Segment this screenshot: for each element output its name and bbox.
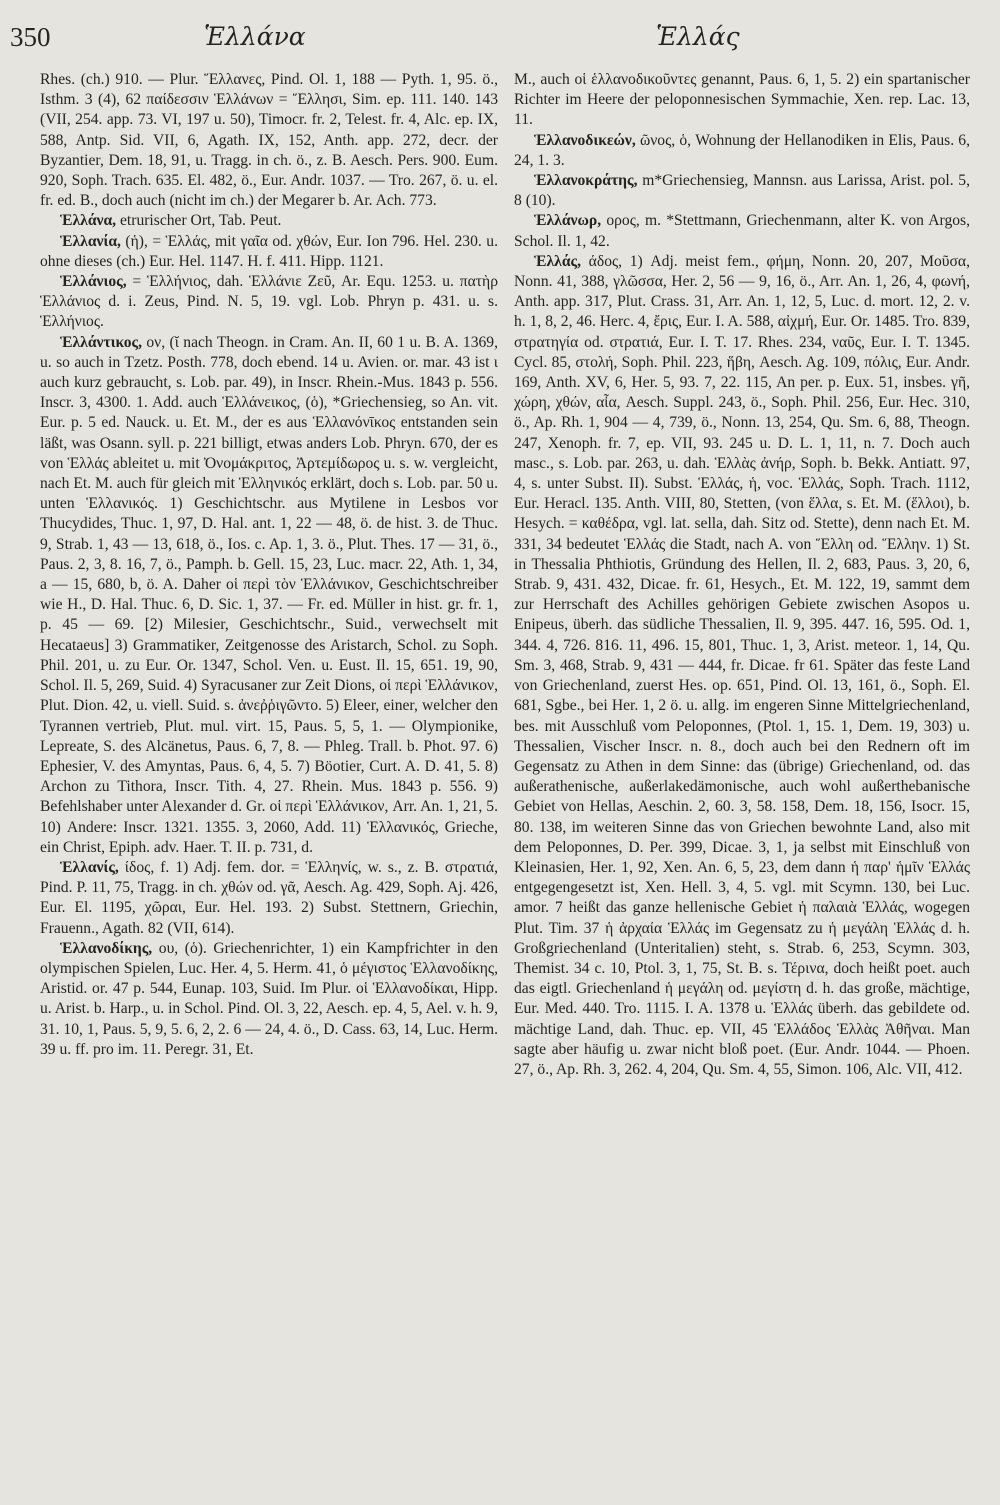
entry-ellanodikes xyxy=(40,939,498,1060)
entry-ellanios xyxy=(40,272,498,333)
entry-text: ῶνος, ὁ, Wohnung der Hellanodiken in Elis, Paus. 6, 24, 1. 3. xyxy=(514,131,970,169)
entry-text: Rhes. (ch.) 910. — Plur. Ἕλλανες, Pind. Ol. 1, 188 — Pyth. 1, 95. ö., Isthm. 3 (4), 62 παίδεσσιν Ἑλλάνων = Ἕλλησι, Sim. ep. 111. 140. 143 (VII, 254. app. 73. VI, 197 u. 50), Timocr. fr. 2, Telest. fr. 4, Alc. ep. IX, 588, Antp. Sid. VII, 6, Agath. IX, 152, Anth. app. 272, decr. der Byzantier, Dem. 18, 91, u. Tragg. in ch. ö., z. B. Aesch. Pers. 900. Eum. 920, Soph. Trach. 635. El. 482, ö., Eur. Andr. 1037. — Tro. 267, ö. u. el. fr. ed. B., doch auch (nicht im ch.) der Megarer b. Ar. Ach. 773. xyxy=(40,71,498,210)
entry-ellania xyxy=(40,232,498,272)
entry-lemma: Ἑλλάς, xyxy=(534,252,581,270)
entry-continuation xyxy=(40,70,498,211)
entry-text: = Ἑλλήνιος, dah. Ἑλλάνιε Ζεῦ, Ar. Equ. 1253. u. πατὴρ Ἑλλάνιος d. i. Zeus, Pind. N. 5, 19. vgl. Lob. Phryn p. 431. u. s. Ἑλλήνιος. xyxy=(40,273,498,331)
entry-lemma: Ἑλλάνωρ, xyxy=(534,212,602,230)
entry-ellas xyxy=(514,252,970,1080)
entry-lemma: Ἑλλανοκράτης, xyxy=(534,172,638,190)
entry-lemma: Ἑλλάνα, xyxy=(60,212,117,230)
entry-text: άδος, 1) Adj. meist fem., φήμη, Nonn. 20, 207, Μοῦσα, Nonn. 41, 388, γλῶσσα, Her. 2, 56 — 9, 16, ö., Arr. An. 1, 26, 4, φωνή, Anth. app. 317, Plut. Crass. 31, Arr. An. 1, 12, 5, Luc. d. mort. 12, 2. v. h. 1, 8, 2, 46. Herc. 4, ἔρις, Eur. I. A. 588, αἰχμή, Eur. Or. 1485. Tro. 839, στρατηγία od. στρατιά, Eur. I. T. 17. Rhes. 234, ναῦς, Eur. I. T. 1345. Cycl. 85, στολή, Soph. Phil. 223, ἥβη, Aesch. Ag. 109, πόλις, Eur. Andr. 169, Anth. XV, 6, Her. 5, 93. 7, 22. 115, An per. p. Eux. 51, insbes. γῆ, χώρη, χθών, αἶα, Aesch. Suppl. 243, ö., Soph. Phil. 256, Eur. Hec. 310, ö., Ap. Rh. 1, 904 — 4, 739, ö., Nonn. 13, 254, Qu. Sm. 6, 88, Theogn. 247, Xenoph. fr. 7, ep. VII, 93. 245 u. D. L. 1, 11, n. 7. Doch auch masc., s. Lob. par. 263, u. dah. Ἑλλὰς ἀνήρ, Soph. b. Bekk. Antiatt. 97, 4, s. unter Subst. II). Subst. Ἑλλάς, ἡ, voc. Ἑλλάς, Soph. Trach. 1112, Eur. Heracl. 135. Anth. VIII, 80, Stetten, (von ἕλλα, s. Et. M. (ἕλλοι), b. Hesych. = καθέδρα, vgl. lat. sella, dah. Sitz od. Stette), denn nach Et. M. 331, 34 bedeutet Ἑλλάς die Stadt, nach A. von Ἕλλη od. Ἕλλην. 1) St. in Thessalia Phthiotis, Gründung des Hellen, Il. 2, 683, Paus. 3, 20, 6, Strab. 9, 431. 432, Dicae. fr. 61, Hesych., Et. M. 122, 19, sammt dem zur Herrschaft des Achilles gehörigen Gebiete zwischen Asopos u. Enipeus, überh. das südliche Thessalien, Il. 9, 395. 447. 16, 595. Od. 1, 344. 4, 726. 816. 11, 496. 15, 801, Thuc. 1, 3, Arist. meteor. 1, 14, Qu. Sm. 3, 468, Strab. 9, 431 — 444, fr. Dicae. fr 61. Später das feste Land von Griechenland, zuerst Hes. op. 651, Pind. Ol. 13, 161, ö., Soph. El. 681, Sgbe., bei Her. 1, 2 ö. u. allg. im engeren Sinne Mittelgriechenland, bes. mit Ausschluß vom Peloponnes, (Ptol. 1, 15. 1, Dem. 19, 303) u. Thessalien, Vischer Inscr. n. 8., doch auch bei den Rednern oft im Gegensatz zu Athen in dem Sinne: das (übrige) Griechenland, od. das außerathenische, außerlakedämonische, auch wohl außerthebanische Gebiet von Hellas, Aeschin. 2, 60. 3, 58. 158, Dem. 18, 156, Isocr. 15, 80. 138, im weiteren Sinne das von Griechen bewohnte Land, also mit dem Peloponnes, D. Per. 399, Dicae. 3, 1, ja selbst mit Einschluß von Kleinasien, Her. 1, 92, Xen. An. 6, 5, 23, dem dann ἡ παρ' ἡμῖν Ἑλλάς entgegengesetzt ist, Xen. Hell. 3, 4, 5. vgl. mit Scymn. 130, bei Luc. amor. 7 heißt das ganze hellenische Gebiet ἡ παλαιὰ Ἑλλάς, wogegen Plut. Tim. 37 ἡ ἀρχαία Ἑλλάς im Gegensatz zu ἡ μεγάλη Ἑλλάς d. h. Großgriechenland (Unteritalien) steht, s. Strab. 6, 253, Scymn. 303, Themist. 34 c. 10, Ptol. 3, 1, 75, St. B. s. Τέρινα, doch heißt poet. auch das eigtl. Griechenland ἡ μεγάλη od. μεγίστη d. h. das große, mächtige, Eur. Med. 440. Tro. 1115. I. A. 1378 u. Ἑλλάς überh. das gebildete od. mächtige Land, dah. Thuc. ep. VII, 45 Ἑλλάδος Ἑλλὰς Ἀθῆναι. Man sagte aber häufig u. zwar nicht bloß poet. (Eur. Andr. 1044. — Phoen. 27, ö., Ap. Rh. 3, 262. 4, 204, Qu. Sm. 4, 55, Simon. 106, Alc. VII, 412. xyxy=(514,252,970,1078)
entry-continuation xyxy=(514,70,970,131)
entry-text: etrurischer Ort, Tab. Peut. xyxy=(116,212,282,230)
entry-text: ίδος, f. 1) Adj. fem. dor. = Ἑλληνίς, w. s., z. B. στρατιά, Pind. P. 11, 75, Tragg. in ch. χθών od. γᾶ, Aesch. Ag. 429, Soph. Aj. 426, Eur. El. 1195, χῶραι, Eur. Hel. 193. 2) Subst. Stettnern, Griechin, Frauenn., Agath. 82 (VII, 614). xyxy=(40,858,498,937)
entry-text: M., auch οἱ ἑλλανοδικοῦντες genannt, Paus. 6, 1, 5. 2) ein spartanischer Richter im Heere der peloponnesischen Symmachie, Xen. rep. Lac. 13, 11. xyxy=(514,71,970,129)
entry-ellantikos xyxy=(40,333,498,858)
entry-lemma: Ἑλλανία, xyxy=(60,232,121,250)
right-running-head: Ἑλλάς xyxy=(656,22,740,51)
entry-ellanis xyxy=(40,858,498,939)
entry-ellanokrates xyxy=(514,171,970,211)
entry-ellanor xyxy=(514,211,970,251)
page-number: 350 xyxy=(10,22,51,52)
entry-lemma: Ἑλλανοδίκης, xyxy=(60,939,153,957)
right-column xyxy=(514,70,970,1080)
left-running-head: Ἑλλάνα xyxy=(204,22,306,51)
entry-text: ου, (ὁ). Griechenrichter, 1) ein Kampfrichter in den olympischen Spielen, Luc. Her. 4, 5. Herm. 41, ὁ μέγιστος Ἑλλανοδίκης, Aristid. or. 47 p. 544, Eunap. 103, Suid. Im Plur. οἱ Ἑλλανοδίκαι, Hipp. u. Arist. b. Harp., u. in Schol. Pind. Ol. 3, 22, Aesch. ep. 4, 5, Ael. v. h. 9, 31. 10, 1, Paus. 5, 9, 5. 6, 2, 2. 6 — 24, 4. ö., D. Cass. 63, 14, Luc. Herm. 39 u. ff. pro im. 11. Peregr. 31, Et. xyxy=(40,939,498,1058)
entry-text: (ἡ), = Ἑλλάς, mit γαῖα od. χθών, Eur. Ion 796. Hel. 230. u. ohne dieses (ch.) Eur. Hel. 1147. H. f. 411. Hipp. 1121. xyxy=(40,232,498,270)
entry-text: ορος, m. *Stettmann, Griechenmann, alter K. von Argos, Schol. Il. 1, 42. xyxy=(514,212,970,250)
left-column xyxy=(40,70,498,1060)
entry-lemma: Ἑλλάντικος, xyxy=(60,333,142,351)
entry-lemma: Ἑλλανίς, xyxy=(60,858,119,876)
entry-ellana xyxy=(40,211,498,231)
entry-ellanodikeon xyxy=(514,131,970,171)
entry-text: ον, (ῐ nach Theogn. in Cram. An. II, 60 1 u. B. A. 1369, u. so auch in Tzetz. Posth. 778, doch ebend. 14 u. Avien. or. mar. 43 ist ι auch kurz gebraucht, s. Lob. par. 49), in Inscr. Rhein.-Mus. 1843 p. 556. Inscr. 3, 4300. 1. Add. auch Ἑλλάνεικος, (ὁ), *Griechensieg, so An. vit. Eur. p. 5 ed. Nauck. u. Et. M., der es aus Ἑλλανόνῑκος entstanden sein läßt, was Osann. syll. p. 221 billigt, etwas anders Lob. Phryn. 670, der es von Ἑλλάς ableitet u. mit Ὀνομάκριτος, Ἀρτεμίδωρος u. s. w. vergleicht, nach Et. M. auch für gleich mit Ἑλληνικός erklärt, doch s. Lob. par. 50 u. unten Ἑλλανικός. 1) Geschichtschr. aus Mytilene in Lesbos vor Thucydides, Thuc. 1, 97, D. Hal. ant. 1, 22 — 48, ö. de hist. 3. de Thuc. 9, Strab. 1, 43 — 13, 618, ö., Ios. c. Ap. 1, 3. ö., Plut. Thes. 17 — 31, ö., Paus. 2, 3, 8. 16, 7, ö., Pamph. b. Gell. 15, 23, Luc. macr. 22, Ath. 1, 34, a — 15, 680, b, ö. A. Daher οἱ περὶ τὸν Ἑλλάνικον, Geschichtschreiber wie H., D. Hal. Thuc. 6, D. Sic. 1, 37. — Fr. ed. Müller in hist. gr. fr. 1, p. 45 — 69. [2) Milesier, Geschichtschr., Suid., verwechselt mit Hecataeus] 3) Grammatiker, Zeitgenosse des Aristarch, Schol. zu Soph. Phil. 201, u. zu Eur. Or. 1347, Schol. Ven. u. Eust. Il. 15, 651. 19, 90, Schol. Il. 5, 269, Suid. 4) Syracusaner zur Zeit Dions, οἱ περὶ Ἑλλάνικον, Plut. Dion. 42, u. viell. Suid. s. ἀνεῤῥιγῶντο. 5) Eleer, einer, welcher den Tyrannen vertrieb, Plut. mul. virt. 15, Paus. 5, 5, 1. — Olympionike, Lepreate, S. des Alcänetus, Paus. 6, 7, 8. — Phleg. Trall. b. Phot. 97. 6) Ephesier, V. des Amyntas, Paus. 6, 4, 5. 7) Böotier, Curt. A. D. 41, 5. 8) Archon zu Tithora, Inscr. Tith. 4, 27. Rhein. Mus. 1843 p. 556. 9) Befehlshaber unter Alexander d. Gr. οἱ περὶ Ἑλλάνικον, Arr. An. 1, 21, 5. 10) Andere: Inscr. 1321. 1355. 3, 2060, Add. 11) Ἑλλανικός, Grieche, ein Christ, Epiph. adv. Haer. T. II. p. 731, d. xyxy=(40,333,498,856)
entry-lemma: Ἑλλανοδικεών, xyxy=(534,131,636,149)
entry-lemma: Ἑλλάνιος, xyxy=(60,273,127,291)
entry-text: m*Griechensieg, Mannsn. aus Larissa, Arist. pol. 5, 8 (10). xyxy=(514,172,970,210)
